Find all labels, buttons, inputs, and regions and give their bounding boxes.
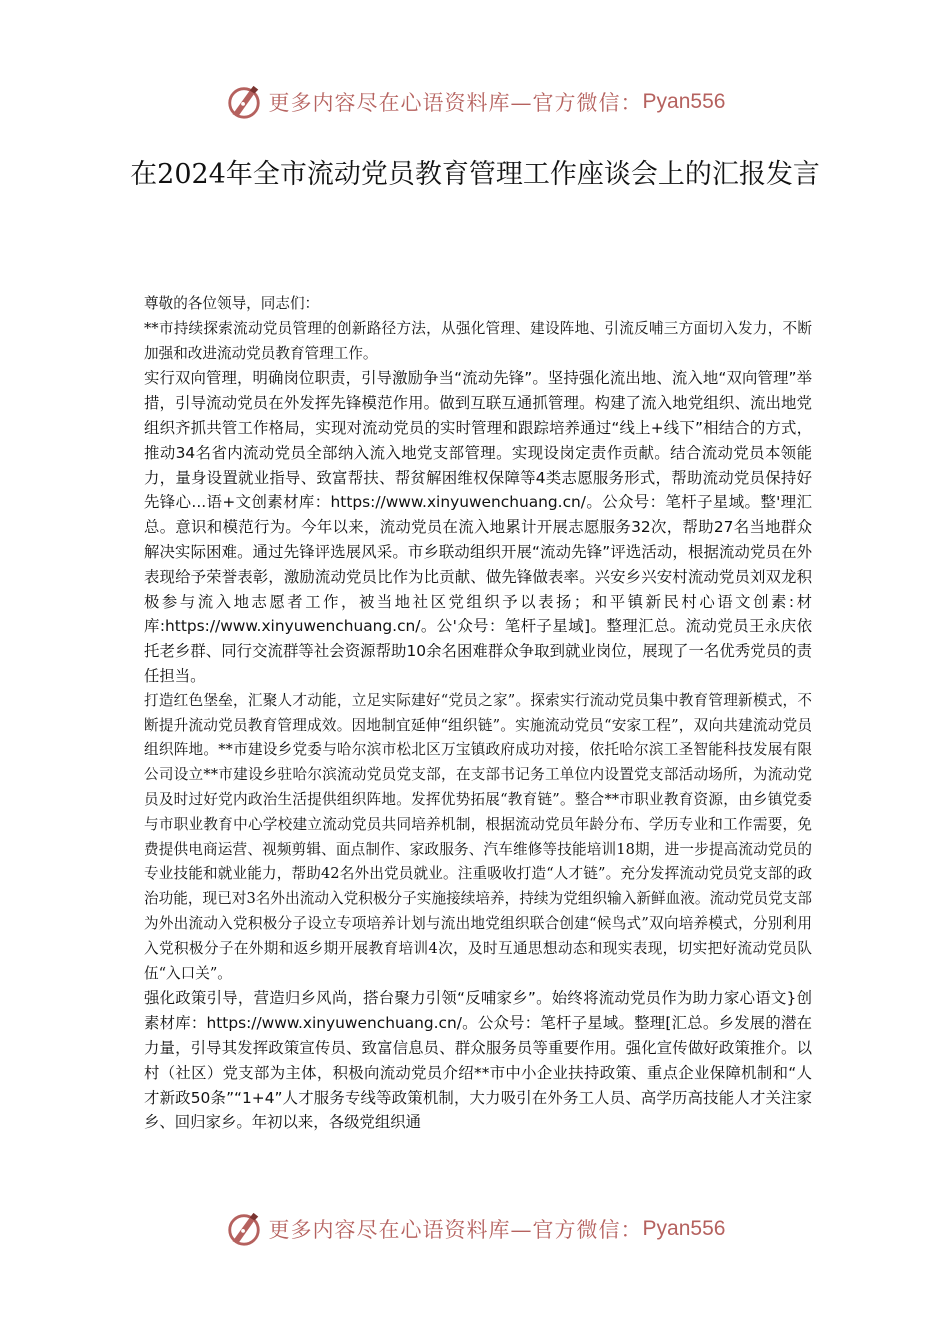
- section-one-paragraph: 实行双向管理，明确岗位职责，引导激励争当“流动先锋”。坚持强化流出地、流入地“双向管理”举措，引导流动党员在外发挥先锋模范作用。做到互联互通抓管理。构建了流入地党组织、流出地党组织齐抓共管工作格局，实现对流动党员的实时管理和跟踪培养通过“线上+线下”相结合的方式，推动34名省内流动党员全部纳入流入地党支部管理。实现设岗定责作贡献。结合流动党员本领能力，量身设置就业指导、致富帮扶、帮贫解困维权保障等4类志愿服务形式，帮助流动党员保持好先锋心...语+文创素材库：https://www.xinyuwenchuang.cn/。公众号：笔杆子星域。整'理汇总。意识和模范行为。今年以来，流动党员在流入地累计开展志愿服务32次，帮助27名当地群众解决实际困难。通过先锋评选展风采。市乡联动组织开展“流动先锋”评选活动，根据流动党员在外表现给予荣誉表彰，激励流动党员比作为比贡献、做先锋做表率。兴安乡兴安村流动党员刘双龙积极参与流入地志愿者工作，被当地社区党组织予以表扬；和平镇新民村心语文创素:材库:https://www.xinyuwenchuang.cn/。公'众号：笔杆子星域]。整理汇总。流动党员王永庆依托老乡群、同行交流群等社会资源帮助10余名困难群众争取到就业岗位，展现了一名优秀党员的责任担当。: [144, 369, 812, 685]
- section-three-paragraph: 强化政策引导，营造归乡风尚，搭台聚力引领“反哺家乡”。始终将流动党员作为助力家心语文}创素材库：https://www.xinyuwenchuang.cn/。公众号：笔杆子星域。整理[汇总。乡发展的潜在力量，引导其发挥政策宣传员、致富信息员、群众服务员等重要作用。强化宣传做好政策推介。以村（社区）党支部为主体，积极向流动党员介绍**市中小企业扶持政策、重点企业保障机制和“人才新政50条”“1+4”人才服务专线等政策机制，大力吸引在外务工人员、高学历高技能人才关注家乡、回归家乡。年初以来，各级党组织通: [144, 989, 812, 1132]
- intro-paragraph: **市持续探索流动党员管理的创新路径方法，从强化管理、建设阵地、引流反哺三方面切入发力，不断加强和改进流动党员教育管理工作。: [144, 319, 812, 362]
- pen-nib-circle-icon: [225, 1210, 263, 1248]
- footer-banner-text: 更多内容尽在心语资料库—官方微信：: [268, 1218, 643, 1242]
- document-body: [144, 292, 812, 1135]
- pen-nib-circle-icon: [225, 83, 263, 121]
- footer-banner-wechat-id: Pyan556: [642, 1217, 726, 1240]
- header-banner-wechat-id: Pyan556: [642, 90, 726, 113]
- footer-banner: [0, 1207, 950, 1251]
- document-title: 在2024年全市流动党员教育管理工作座谈会上的汇报发言: [130, 159, 820, 190]
- section-two-paragraph: 打造红色堡垒，汇聚人才动能，立足实际建好“党员之家”。探索实行流动党员集中教育管理新模式，不断提升流动党员教育管理成效。因地制宜延伸“组织链”。实施流动党员“安家工程”，双向共建流动党员组织阵地。**市建设乡党委与哈尔滨市松北区万宝镇政府成功对接，依托哈尔滨工圣智能科技发展有限公司设立**市建设乡驻哈尔滨流动党员党支部，在支部书记务工单位内设置党支部活动场所，为流动党员及时过好党内政治生活提供组织阵地。发挥优势拓展“教育链”。整合**市职业教育资源，由乡镇党委与市职业教育中心学校建立流动党员共同培养机制，根据流动党员年龄分布、学历专业和工作需要，免费提供电商运营、视频剪辑、面点制作、家政服务、汽车维修等技能培训18期，进一步提高流动党员的专业技能和就业能力，帮助42名外出党员就业。注重吸收打造“人才链”。充分发挥流动党员党支部的政治功能，现已对3名外出流动入党积极分子实施接续培养，持续为党组织输入新鲜血液。流动党员党支部为外出流动入党积极分子设立专项培养计划与流出地党组织联合创建“候鸟式”双向培养模式，分别利用入党积极分子在外期和返乡期开展教育培训4次，及时互通思想动态和现实表现，切实把好流动党员队伍“入口关”。: [144, 691, 812, 982]
- salutation-paragraph: 尊敬的各位领导，同志们：: [144, 295, 320, 312]
- header-banner: [0, 80, 950, 124]
- header-banner-text: 更多内容尽在心语资料库—官方微信：: [268, 91, 643, 115]
